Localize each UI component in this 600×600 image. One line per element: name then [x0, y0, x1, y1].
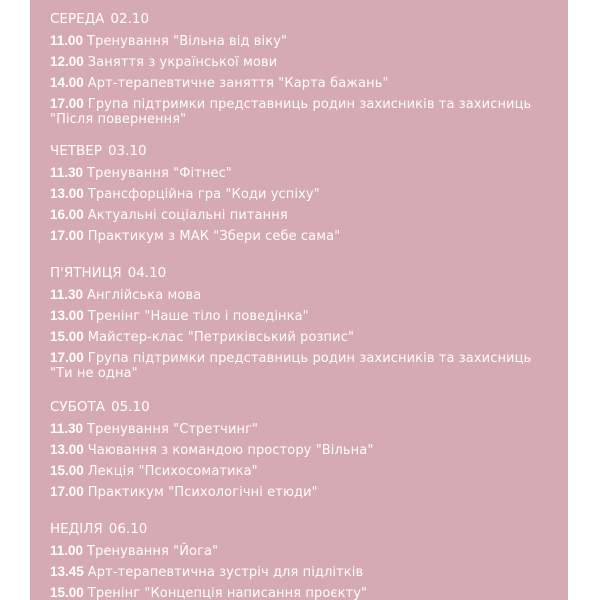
- event-item: [50, 96, 552, 127]
- event-time: 13.00: [50, 308, 84, 323]
- event-title: Тренування "Вільна від віку": [87, 34, 288, 49]
- day-header: [50, 520, 552, 538]
- day-date: 03.10: [107, 143, 147, 159]
- event-time: 11.30: [50, 421, 84, 436]
- event-time: 17.00: [50, 96, 84, 111]
- event-time: 12.00: [50, 54, 84, 69]
- event-time: 16.00: [50, 207, 84, 222]
- event-time: 13.45: [50, 564, 84, 579]
- day-section-friday: [50, 264, 552, 386]
- day-date: 04.10: [127, 265, 167, 281]
- event-item: [50, 228, 552, 244]
- event-item: [50, 442, 552, 458]
- event-title: Чаювання з командою простору "Вільна": [87, 443, 374, 458]
- event-item: [50, 484, 552, 500]
- event-title: Тренування "Стретчинг": [87, 422, 259, 437]
- day-header: [50, 142, 552, 160]
- event-title: Англійська мова: [87, 288, 202, 303]
- event-time: 15.00: [50, 329, 84, 344]
- event-title: Трансфорційна гра "Коди успіху": [87, 187, 320, 202]
- event-title: Група підтримки представниць родин захисників та захисниць "Ти не одна": [50, 351, 532, 381]
- event-item: [50, 463, 552, 479]
- event-time: 15.00: [50, 463, 84, 478]
- day-name: НЕДІЛЯ: [50, 521, 103, 537]
- event-title: Заняття з української мови: [87, 55, 278, 70]
- day-header: [50, 264, 552, 282]
- day-header: [50, 398, 552, 416]
- event-item: [50, 186, 552, 202]
- event-time: 13.00: [50, 442, 84, 457]
- event-time: 17.00: [50, 484, 84, 499]
- event-time: 13.00: [50, 186, 84, 201]
- event-title: Майстер-клас "Петриківський розпис": [87, 330, 355, 345]
- day-date: 05.10: [111, 399, 150, 415]
- event-item: [50, 564, 552, 580]
- day-name: ЧЕТВЕР: [50, 143, 102, 159]
- event-item: [50, 421, 552, 437]
- day-section-saturday: [50, 398, 552, 505]
- event-item: [50, 54, 552, 70]
- event-title: Практикум "Психологічні етюди": [87, 485, 318, 500]
- day-section-sunday: [50, 520, 552, 600]
- day-date: 06.10: [108, 521, 148, 537]
- day-section-thursday: [50, 142, 552, 249]
- event-time: 11.30: [50, 165, 84, 180]
- event-item: [50, 543, 552, 559]
- event-title: Арт-терапевтичне заняття "Карта бажань": [87, 76, 389, 91]
- event-item: [50, 75, 552, 91]
- event-title: Тренування "Йога": [87, 544, 219, 559]
- event-time: 17.00: [50, 228, 84, 243]
- day-header: [50, 10, 552, 28]
- day-section-wednesday: [50, 10, 552, 132]
- event-item: [50, 33, 552, 49]
- event-item: [50, 165, 552, 181]
- event-title: Тренінг "Концепція написання проєкту": [87, 586, 368, 600]
- event-item: [50, 308, 552, 324]
- event-time: 11.30: [50, 287, 84, 302]
- event-title: Лекція "Психосоматика": [87, 464, 258, 479]
- event-title: Арт-терапевтична зустріч для підлітків: [87, 565, 364, 580]
- event-title: Група підтримки представниць родин захисників та захисниць "Після повернення": [50, 97, 532, 127]
- event-time: 11.00: [50, 33, 84, 48]
- event-title: Актуальні соціальні питання: [87, 208, 288, 223]
- day-name: П'ЯТНИЦЯ: [50, 265, 122, 281]
- event-item: [50, 329, 552, 345]
- schedule-panel: [30, 0, 568, 600]
- event-time: 15.00: [50, 585, 84, 600]
- event-time: 17.00: [50, 350, 84, 365]
- event-title: Тренінг "Наше тіло і поведінка": [87, 309, 309, 324]
- event-item: [50, 287, 552, 303]
- event-time: 14.00: [50, 75, 84, 90]
- event-time: 11.00: [50, 543, 84, 558]
- event-item: [50, 585, 552, 600]
- event-title: Тренування "Фітнес": [87, 166, 232, 181]
- event-item: [50, 350, 552, 381]
- event-item: [50, 207, 552, 223]
- day-name: СЕРЕДА: [50, 11, 105, 27]
- day-date: 02.10: [110, 11, 150, 27]
- day-name: СУБОТА: [50, 399, 106, 415]
- event-title: Практикум з МАК "Збери себе сама": [87, 229, 341, 244]
